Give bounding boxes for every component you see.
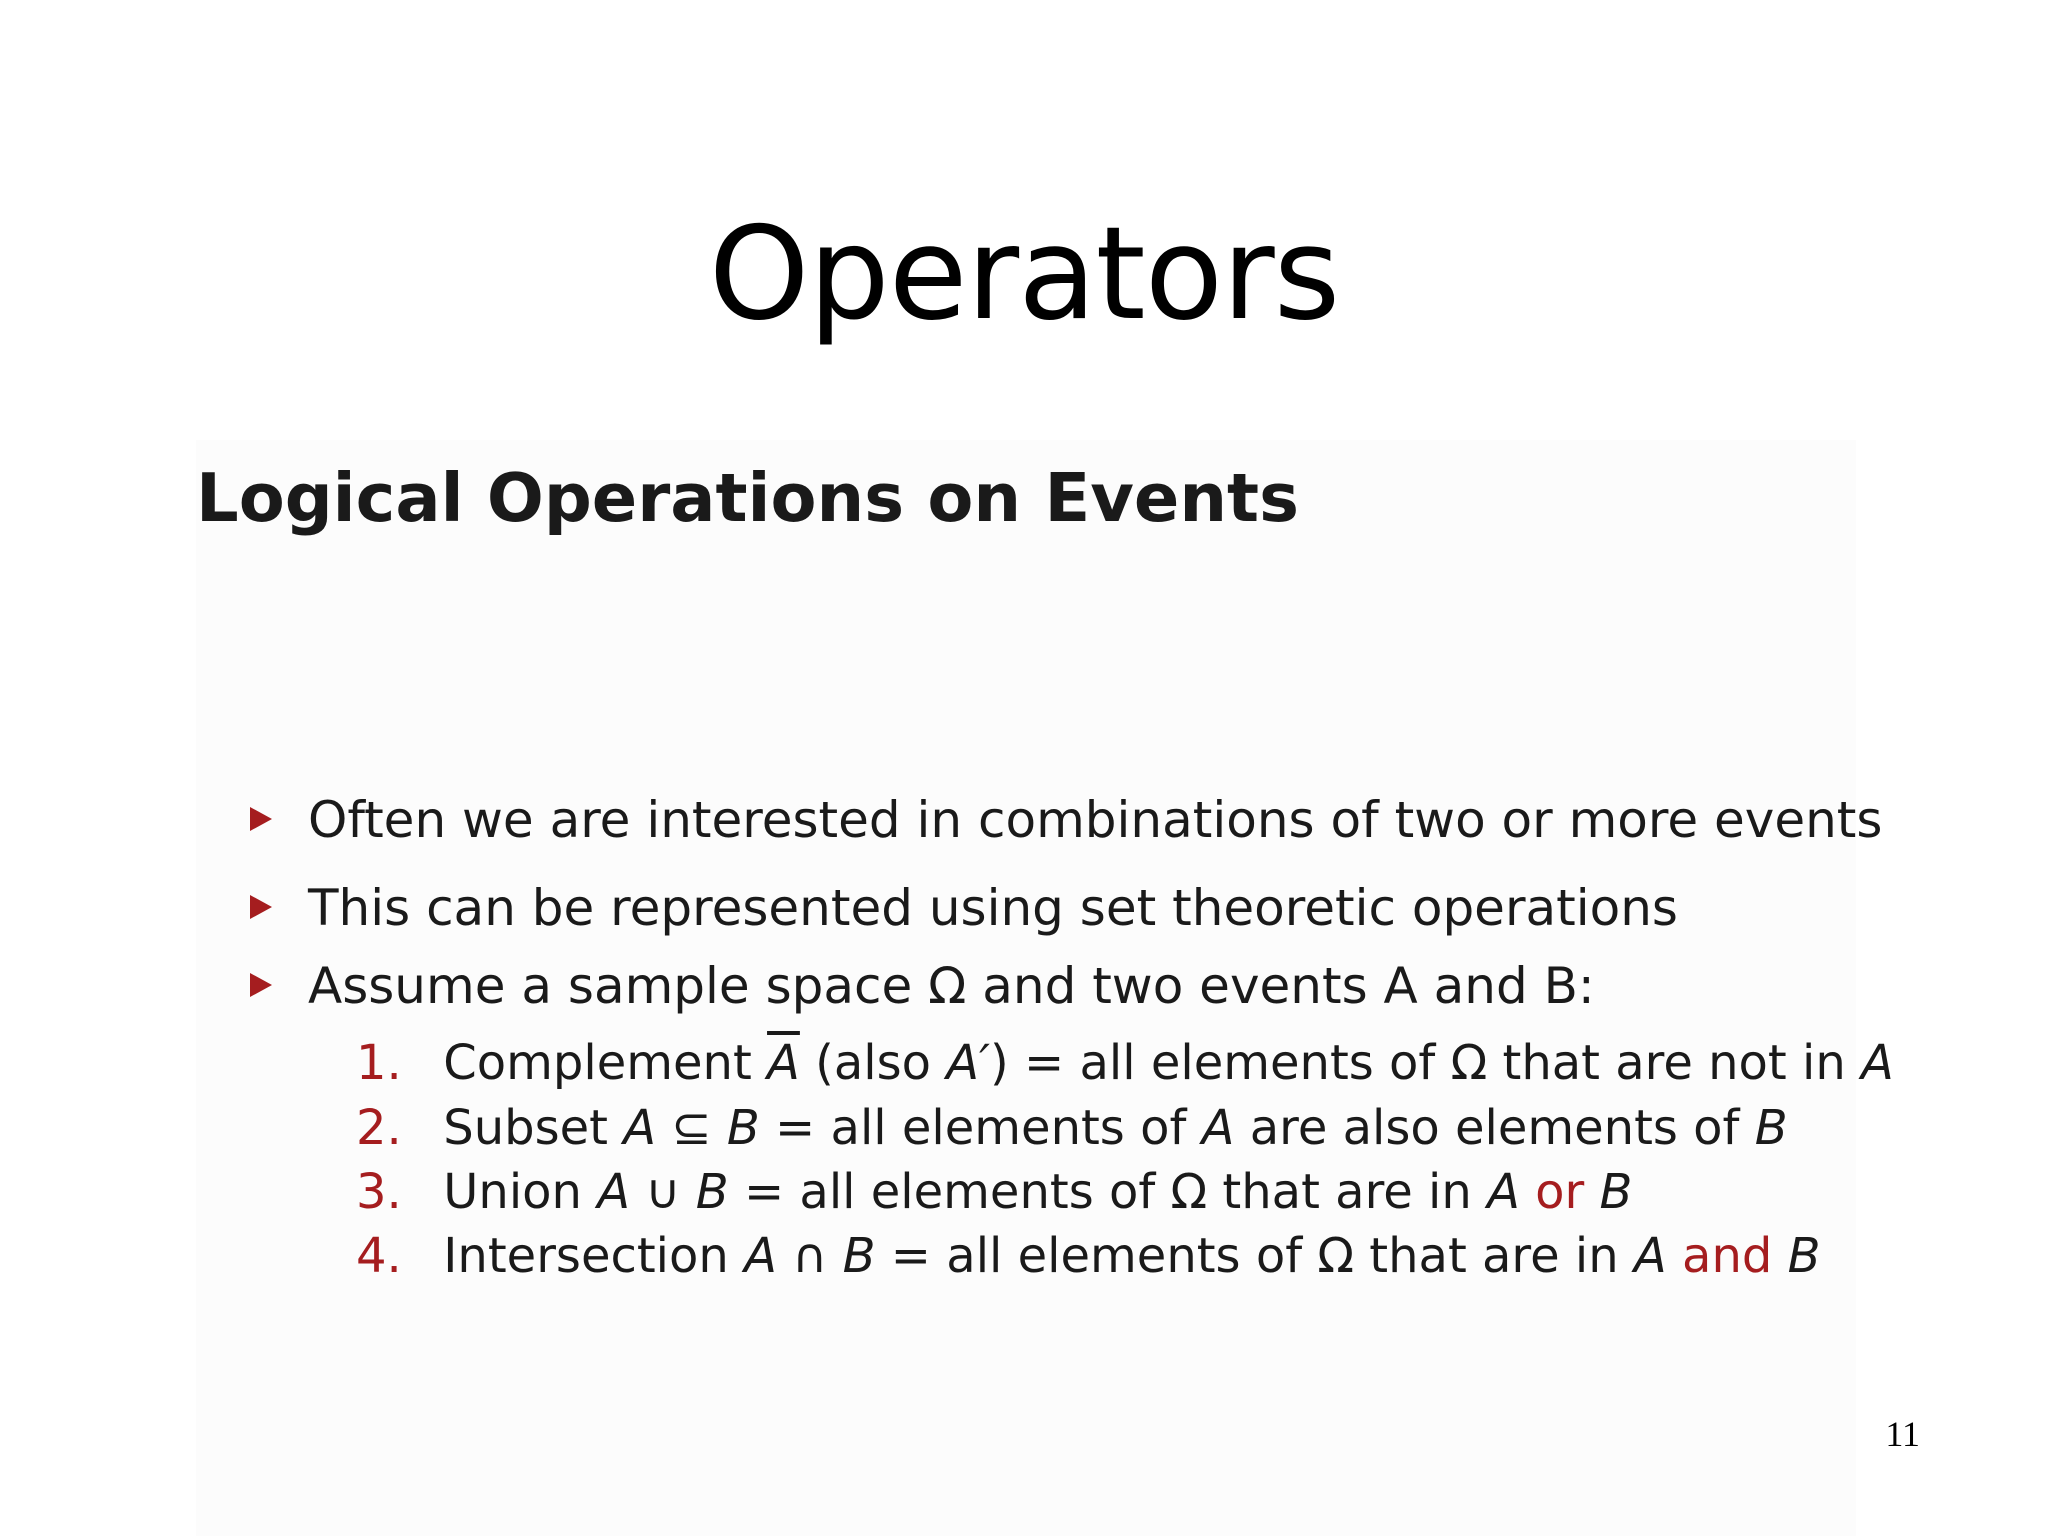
bullet-item-3 xyxy=(250,956,1595,1016)
expr-left: A xyxy=(597,1164,631,1220)
enum-label: Intersection xyxy=(443,1228,729,1284)
bullet-item-2 xyxy=(250,878,1678,938)
operator-symbol: ⊆ xyxy=(671,1100,712,1156)
definition-text: are also elements of xyxy=(1249,1100,1740,1156)
expr-right: B xyxy=(726,1100,760,1156)
page-number: 11 xyxy=(1885,1414,1920,1454)
triangle-bullet-icon xyxy=(250,895,272,919)
enum-number: 2. xyxy=(356,1100,402,1156)
enum-label: Subset xyxy=(443,1100,608,1156)
triangle-bullet-icon xyxy=(250,973,272,997)
enum-item-subset xyxy=(356,1098,1788,1158)
definition-text: all elements of xyxy=(830,1100,1187,1156)
also-prefix: (also xyxy=(815,1035,932,1091)
enum-item-complement xyxy=(356,1033,1894,1093)
equals-sign: = xyxy=(890,1228,932,1284)
expr-right: B xyxy=(842,1228,876,1284)
operator-symbol: ∩ xyxy=(792,1228,828,1284)
definition-symbol: A xyxy=(1487,1164,1520,1220)
enum-label: Complement xyxy=(443,1035,752,1091)
triangle-bullet-icon xyxy=(250,807,272,831)
frame-title: Logical Operations on Events xyxy=(196,459,1299,537)
expr-left: A xyxy=(744,1228,777,1284)
enum-label: Union xyxy=(443,1164,582,1220)
connector-word: and xyxy=(1682,1228,1773,1284)
definition-text: all elements of Ω that are in xyxy=(946,1228,1619,1284)
equals-sign: = xyxy=(743,1164,785,1220)
operator-symbol: ∪ xyxy=(645,1164,681,1220)
bullet-text: Often we are interested in combinations of two or more events xyxy=(308,791,1883,849)
definition-symbol: A xyxy=(1861,1035,1894,1091)
expr-left: A xyxy=(623,1100,657,1156)
expr-right: B xyxy=(695,1164,729,1220)
also-symbol: A′ xyxy=(946,1035,991,1091)
equals-sign: = xyxy=(1024,1035,1065,1091)
connector-word: or xyxy=(1535,1164,1585,1220)
enum-number: 3. xyxy=(356,1164,402,1220)
definition-text: all elements of Ω that are in xyxy=(799,1164,1472,1220)
enum-item-union xyxy=(356,1162,1632,1222)
bullet-text: Assume a sample space Ω and two events A and B: xyxy=(308,957,1595,1015)
definition-symbol: A xyxy=(1201,1100,1235,1156)
also-suffix: ) xyxy=(990,1035,1009,1091)
definition-text: all elements of Ω that are not in xyxy=(1079,1035,1846,1091)
enum-number: 1. xyxy=(356,1035,402,1091)
definition-symbol: B xyxy=(1599,1164,1633,1220)
definition-symbol: B xyxy=(1754,1100,1788,1156)
complement-symbol: $\overline{A}$ xyxy=(767,1035,800,1091)
definition-symbol: A xyxy=(1633,1228,1667,1284)
slide-title: Operators xyxy=(708,200,1340,349)
equals-sign: = xyxy=(775,1100,816,1156)
enum-number: 4. xyxy=(356,1228,402,1284)
definition-symbol: B xyxy=(1787,1228,1821,1284)
bullet-text: This can be represented using set theoretic operations xyxy=(308,879,1678,937)
enum-item-intersection xyxy=(356,1226,1821,1286)
bullet-item-1 xyxy=(250,790,1882,850)
